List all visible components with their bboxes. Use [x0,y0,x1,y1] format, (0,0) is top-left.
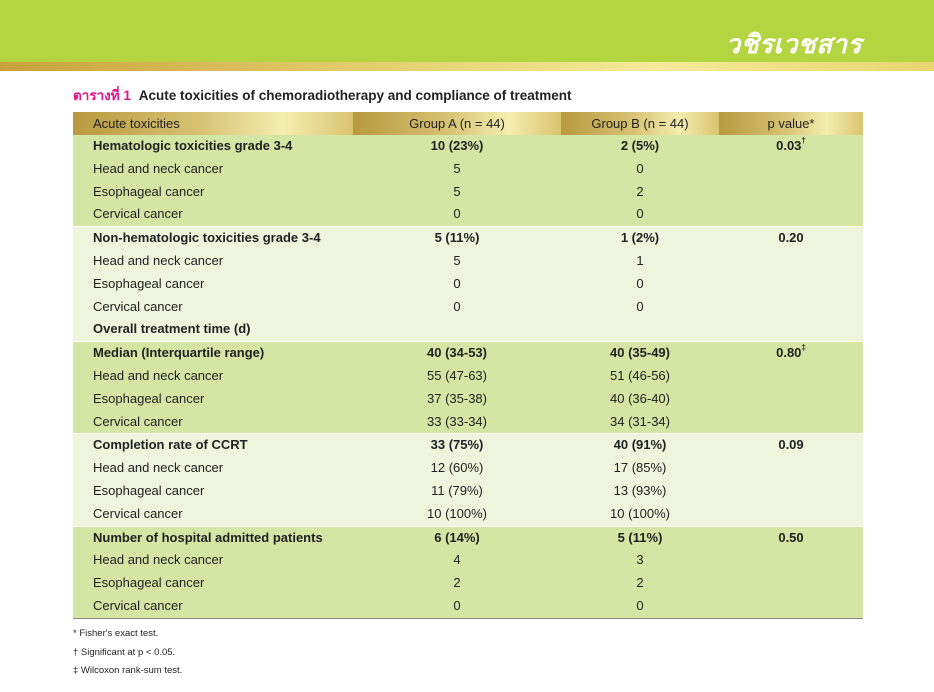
table-row [73,203,863,226]
group-b-value [561,158,719,181]
row-label [73,411,353,434]
group-b-value [561,273,719,296]
row-label [73,135,353,158]
group-b-value [561,457,719,480]
group-b-value [561,549,719,572]
table-row [73,273,863,296]
group-b-value [561,503,719,526]
group-a-value-text: 2 [453,575,461,591]
group-a-value-text: 0 [453,298,461,314]
row-label [73,503,353,526]
p-value [719,296,863,319]
row-label [73,549,353,572]
row-label [73,227,353,250]
group-b-value-text: 2 [636,575,644,591]
group-a-value [353,158,561,181]
table-row [73,318,863,341]
group-a-value-text: 33 (75%) [430,437,484,453]
p-value [719,388,863,411]
p-value [719,318,863,341]
footnote-fisher: * Fisher's exact test. [73,628,159,639]
table-row [73,549,863,572]
group-b-value-text: 0 [636,206,644,222]
row-label-text: Esophageal cancer [93,275,205,291]
group-b-value [561,318,719,341]
p-value-text: 0.20 [778,230,804,246]
group-b-value [561,572,719,595]
p-value [719,457,863,480]
row-label-text: Esophageal cancer [93,390,205,406]
p-value-text: 0.50 [778,529,804,545]
row-label-text: Number of hospital admitted patients [93,529,323,545]
p-value-footnote-mark: † [801,136,806,145]
row-label-text: Esophageal cancer [93,183,205,199]
group-a-value-text: 5 (11%) [434,230,480,246]
group-b-value-text: 2 (5%) [620,138,660,153]
row-label-text: Head and neck cancer [93,367,224,383]
row-label [73,203,353,226]
group-b-value-text: 40 (91%) [613,437,667,453]
group-b-value-text: 10 (100%) [610,505,670,521]
table-row [73,411,863,434]
group-b-value [561,227,719,250]
group-a-value-text: 5 [453,160,461,176]
group-b-value [561,296,719,319]
group-b-value [561,181,719,204]
group-a-value [353,457,561,480]
group-b-value-text: 13 (93%) [613,482,667,498]
group-b-value-text: 40 (36-40) [610,390,670,406]
table-row [73,457,863,480]
group-a-value [353,365,561,388]
table-row [73,388,863,411]
group-b-value [561,434,719,457]
row-label-text: Median (Interquartile range) [93,345,265,361]
table-header-row [73,112,863,135]
group-b-value-text: 3 [636,552,644,568]
row-label [73,480,353,503]
group-a-value [353,342,561,365]
group-a-value [353,273,561,296]
group-a-value [353,411,561,434]
p-value [719,365,863,388]
p-value-text: 0.09 [778,437,804,453]
row-label [73,296,353,319]
group-a-value-text: 11 (79%) [431,482,483,498]
row-label [73,595,353,618]
table-row [73,365,863,388]
p-value [719,595,863,618]
group-a-value-text: 10 (23%) [430,138,484,153]
table-caption-title: Acute toxicities of chemoradiotherapy and compliance of treatment [138,88,572,103]
group-b-value-text: 2 [636,183,644,199]
p-value [719,227,863,250]
group-b-value [561,250,719,273]
row-label [73,250,353,273]
p-value [719,411,863,434]
journal-header [0,0,934,62]
row-label [73,434,353,457]
row-label-text: Overall treatment time (d) [93,321,251,337]
group-a-value-text: 12 (60%) [430,460,484,476]
group-a-value-text: 37 (35-38) [427,390,487,406]
group-b-value [561,595,719,618]
table-caption [73,84,572,106]
table-row [73,158,863,181]
group-b-value-text: 0 [636,597,644,613]
p-value [719,342,863,365]
p-value-text: 0.03 [776,138,802,153]
p-value [719,480,863,503]
group-b-value [561,135,719,158]
header-acute-toxicities: Acute toxicities [73,112,353,135]
group-a-value-text: 0 [453,206,461,222]
row-label-text: Head and neck cancer [93,460,224,476]
table-row [73,342,863,365]
row-label-text: Head and neck cancer [93,160,224,176]
p-value-footnote-mark: ‡ [801,343,806,353]
group-a-value [353,135,561,158]
group-b-value-text: 0 [636,160,644,176]
table-row [73,296,863,319]
group-b-value [561,203,719,226]
group-b-value [561,526,719,549]
header-group-b: Group B (n = 44) [561,112,719,135]
group-b-value-text: 1 (2%) [620,230,660,246]
group-a-value [353,549,561,572]
row-label-text: Non-hematologic toxicities grade 3-4 [93,230,321,246]
group-b-value [561,342,719,365]
table-row [73,434,863,457]
footnote-significance: † Significant at p < 0.05. [73,646,176,658]
header-group-a: Group A (n = 44) [353,112,561,135]
row-label-text: Cervical cancer [93,505,183,521]
row-label [73,342,353,365]
group-a-value [353,388,561,411]
row-label-text: Head and neck cancer [93,252,224,268]
table-row [73,526,863,549]
group-a-value-text: 33 (33-34) [427,413,487,429]
group-a-value [353,526,561,549]
group-a-value-text: 40 (34-53) [427,345,487,361]
group-a-value-text: 55 (47-63) [427,367,487,383]
table-row [73,595,863,618]
p-value [719,526,863,549]
p-value [719,181,863,204]
row-label-text: Cervical cancer [93,413,183,429]
row-label [73,572,353,595]
group-a-value [353,227,561,250]
group-a-value-text: 0 [453,597,461,613]
group-b-value-text: 5 (11%) [617,529,663,545]
p-value [719,572,863,595]
group-a-value [353,318,561,341]
group-b-value-text: 0 [636,298,644,314]
row-label [73,273,353,296]
p-value [719,549,863,572]
table-row [73,572,863,595]
group-b-value-text: 0 [636,275,644,291]
group-a-value [353,595,561,618]
row-label-text: Esophageal cancer [93,482,205,498]
group-a-value [353,181,561,204]
group-b-value [561,411,719,434]
p-value [719,250,863,273]
group-a-value-text: 4 [453,552,461,568]
gold-divider [0,62,934,71]
row-label-text: Esophageal cancer [93,575,205,591]
row-label-text: Cervical cancer [93,597,183,613]
row-label-text: Cervical cancer [93,206,183,222]
table-row [73,135,863,158]
group-b-value [561,480,719,503]
journal-logo: วชิรเวชสาร [725,30,862,60]
group-a-value-text: 5 [453,183,461,199]
table-row [73,227,863,250]
row-label [73,365,353,388]
row-label-text: Head and neck cancer [93,552,224,568]
table-row [73,480,863,503]
group-b-value-text: 51 (46-56) [610,367,670,383]
group-a-value [353,572,561,595]
row-label [73,318,353,341]
group-b-value-text: 17 (85%) [613,460,667,476]
p-value-text: 0.80 [776,345,802,361]
group-a-value [353,250,561,273]
group-b-value-text: 1 [636,252,644,268]
group-a-value [353,480,561,503]
p-value [719,135,863,158]
group-b-value [561,365,719,388]
row-label [73,457,353,480]
p-value [719,434,863,457]
row-label-text: Cervical cancer [93,298,183,314]
group-a-value-text: 5 [453,252,461,268]
group-b-value-text: 34 (31-34) [610,413,670,429]
group-a-value [353,296,561,319]
group-b-value-text: 40 (35-49) [610,345,670,361]
row-label [73,526,353,549]
toxicity-table [73,112,863,619]
table-caption-label: ตารางที่ 1 [73,88,131,103]
table-row [73,181,863,204]
row-label [73,158,353,181]
row-label [73,181,353,204]
group-a-value-text: 6 (14%) [434,529,480,545]
table-row [73,503,863,526]
row-label-text: Completion rate of CCRT [93,437,248,453]
footnote-wilcoxon: ‡ Wilcoxon rank-sum test. [73,665,183,676]
group-b-value [561,388,719,411]
group-a-value [353,503,561,526]
footnotes [73,628,182,684]
group-a-value-text: 0 [453,275,461,291]
row-label [73,388,353,411]
group-a-value [353,203,561,226]
table-row [73,250,863,273]
p-value [719,158,863,181]
group-a-value-text: 10 (100%) [427,505,487,521]
group-a-value [353,434,561,457]
row-label-text: Hematologic toxicities grade 3-4 [93,138,293,153]
p-value [719,203,863,226]
header-p-value: p value* [719,112,863,135]
p-value [719,273,863,296]
p-value [719,503,863,526]
